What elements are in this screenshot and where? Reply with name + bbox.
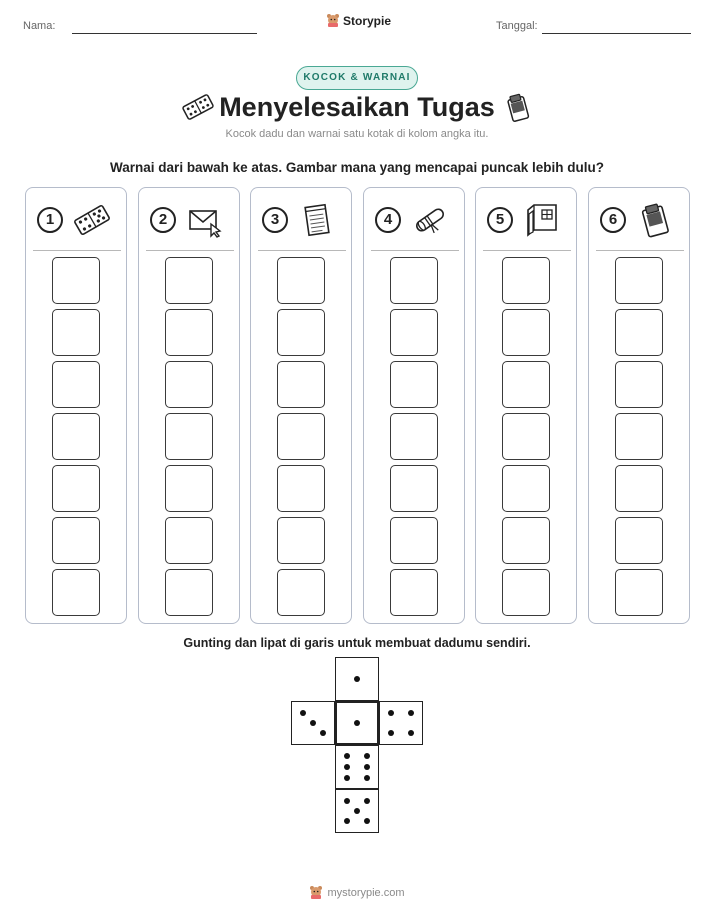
pip: [364, 818, 370, 824]
pip: [408, 730, 414, 736]
color-cell[interactable]: [502, 309, 550, 356]
room-door-window-icon: [524, 202, 560, 238]
column-header: [147, 200, 233, 240]
color-cell[interactable]: [52, 569, 100, 616]
color-cell[interactable]: [502, 413, 550, 460]
color-cell[interactable]: [615, 465, 663, 512]
page-title: Menyelesaikan Tugas: [219, 92, 495, 122]
color-cell[interactable]: [502, 569, 550, 616]
color-cell[interactable]: [165, 517, 213, 564]
page-subtitle: Kocok dadu dan warnai satu kotak di kolom angka itu.: [225, 128, 489, 140]
domino-icon: [74, 202, 110, 238]
pip: [364, 798, 370, 804]
column-1: [25, 187, 127, 624]
die-face-1: [335, 657, 379, 701]
column-4: [363, 187, 465, 624]
column-number: 6: [600, 207, 626, 233]
pip: [364, 764, 370, 770]
color-cell[interactable]: [502, 465, 550, 512]
category-badge: KOCOK & WARNAI: [296, 66, 418, 90]
column-2: [138, 187, 240, 624]
brand-name: Storypie: [343, 13, 392, 28]
color-cell[interactable]: [390, 465, 438, 512]
column-number: 3: [262, 207, 288, 233]
column-header: [597, 200, 683, 240]
color-cell[interactable]: [277, 257, 325, 304]
color-cell[interactable]: [277, 569, 325, 616]
column-header: [34, 200, 120, 240]
pip: [354, 676, 360, 682]
color-cell[interactable]: [52, 309, 100, 356]
clipboard-icon: [503, 92, 533, 124]
instruction-text: Warnai dari bawah ke atas. Gambar mana yang mencapai puncak lebih dulu?: [110, 160, 604, 175]
color-cell[interactable]: [390, 569, 438, 616]
color-cell[interactable]: [277, 361, 325, 408]
color-cell[interactable]: [502, 361, 550, 408]
color-cell[interactable]: [52, 361, 100, 408]
column-3: [250, 187, 352, 624]
color-cell[interactable]: [277, 413, 325, 460]
diploma-scroll-icon: [412, 202, 448, 238]
color-cell[interactable]: [165, 413, 213, 460]
color-cell[interactable]: [502, 257, 550, 304]
pip: [408, 710, 414, 716]
column-number: 4: [375, 207, 401, 233]
color-cell[interactable]: [615, 309, 663, 356]
color-cell[interactable]: [277, 517, 325, 564]
color-cell[interactable]: [52, 465, 100, 512]
column-divider: [371, 250, 459, 251]
color-cell[interactable]: [277, 465, 325, 512]
pip: [354, 720, 360, 726]
pip: [354, 808, 360, 814]
color-cell[interactable]: [390, 257, 438, 304]
color-cell[interactable]: [615, 517, 663, 564]
bear-mascot-icon: [309, 885, 323, 900]
color-cell[interactable]: [165, 257, 213, 304]
column-number: 5: [487, 207, 513, 233]
column-6: [588, 187, 690, 624]
column-header: [259, 200, 345, 240]
notepad-icon: [299, 202, 335, 238]
cut-instruction: Gunting dan lipat di garis untuk membuat dadumu sendiri.: [183, 636, 531, 650]
column-number: 1: [37, 207, 63, 233]
pip: [344, 753, 350, 759]
email-icon: [187, 202, 223, 238]
pip: [388, 710, 394, 716]
color-cell[interactable]: [52, 517, 100, 564]
column-divider: [483, 250, 571, 251]
clipboard-icon: [637, 202, 673, 238]
brand-logo: [326, 13, 391, 28]
die-face-6: [335, 745, 379, 789]
bear-mascot-icon: [326, 13, 340, 28]
pip: [344, 818, 350, 824]
color-cell[interactable]: [615, 361, 663, 408]
pip: [300, 710, 306, 716]
column-divider: [258, 250, 346, 251]
pip: [364, 753, 370, 759]
color-cell[interactable]: [165, 465, 213, 512]
date-line[interactable]: [542, 33, 691, 34]
color-cell[interactable]: [615, 413, 663, 460]
column-number: 2: [150, 207, 176, 233]
die-face-3: [291, 701, 335, 745]
color-cell[interactable]: [615, 569, 663, 616]
column-header: [484, 200, 570, 240]
color-cell[interactable]: [165, 309, 213, 356]
pip: [344, 798, 350, 804]
column-5: [475, 187, 577, 624]
color-cell[interactable]: [165, 361, 213, 408]
die-face-5: [335, 789, 379, 833]
column-divider: [146, 250, 234, 251]
column-divider: [33, 250, 121, 251]
pip: [388, 730, 394, 736]
name-label: Nama:: [23, 20, 56, 32]
color-cell[interactable]: [390, 517, 438, 564]
footer-url[interactable]: mystorypie.com: [327, 886, 405, 899]
color-cell[interactable]: [390, 413, 438, 460]
date-label: Tanggal:: [496, 20, 538, 32]
color-cell[interactable]: [390, 361, 438, 408]
pip: [344, 764, 350, 770]
color-cell[interactable]: [615, 257, 663, 304]
color-cell[interactable]: [165, 569, 213, 616]
pip: [320, 730, 326, 736]
pip: [364, 775, 370, 781]
die-face-1: [335, 701, 379, 745]
column-divider: [596, 250, 684, 251]
color-cell[interactable]: [502, 517, 550, 564]
name-line[interactable]: [72, 33, 257, 34]
pip: [310, 720, 316, 726]
column-header: [372, 200, 458, 240]
color-cell[interactable]: [390, 309, 438, 356]
die-face-4: [379, 701, 423, 745]
pip: [344, 775, 350, 781]
color-cell[interactable]: [52, 413, 100, 460]
color-cell[interactable]: [277, 309, 325, 356]
color-cell[interactable]: [52, 257, 100, 304]
footer: [0, 885, 714, 900]
